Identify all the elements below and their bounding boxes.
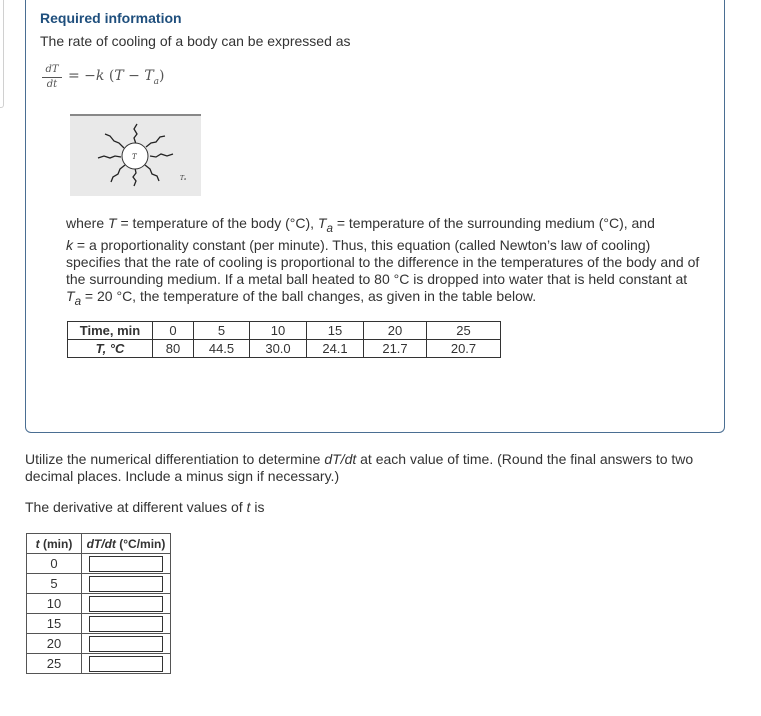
answer-row [27,654,171,674]
answer-header-row [27,534,171,554]
heat-ray-up [134,124,137,144]
temperature-data-table [67,321,501,358]
Ta-subscript: a [153,76,160,87]
answer-cell [82,654,171,674]
answer-row [27,554,171,574]
answer-time-cell: 25 [27,654,82,674]
derivative-column-header [82,534,171,554]
medium-temperature-label: Tₐ [180,175,187,182]
close-paren: ) [159,68,165,84]
desc-part: = temperature of the body (°C), [116,215,318,231]
dTdt-symbol: dT/dt [86,536,116,551]
desc-part: where [66,215,109,231]
answer-row [27,574,171,594]
left-panel-edge [0,0,4,108]
answer-cell [82,554,171,574]
header-part: (°C/min) [115,536,166,551]
fraction-bar [42,77,62,78]
answer-time-cell: 5 [27,574,82,594]
time-cell: 20 [364,322,427,340]
answer-time-cell: 15 [27,614,82,634]
equation-rhs [68,68,165,87]
derivative-input[interactable] [89,556,163,572]
section-title: Required information [40,10,182,26]
heat-ray-upright [146,136,165,147]
label-part: The derivative at different values of [25,499,247,515]
heat-ray-downleft [111,165,125,182]
answer-time-cell: 20 [27,634,82,654]
heat-ray-down [133,168,136,186]
heat-ray-right [150,154,173,157]
derivative-input[interactable] [89,656,163,672]
answer-row [27,614,171,634]
T-symbol: T [114,68,124,84]
temperature-row-header: T, °C [68,340,153,358]
label-part: is [250,499,265,515]
k-symbol: k [95,68,105,84]
derivative-input[interactable] [89,616,163,632]
temperature-cell: 21.7 [364,340,427,358]
derivative-input[interactable] [89,576,163,592]
cooling-ball-diagram [70,116,201,196]
minus-sign: − [123,68,145,84]
time-cell: 10 [250,322,307,340]
T-symbol: T [108,215,117,231]
desc-part: = temperature of the surrounding medium (°C), and [332,215,655,231]
time-row [68,322,501,340]
time-cell: 5 [194,322,250,340]
answer-row [27,634,171,654]
fraction-denominator: dt [46,79,58,90]
derivative-input[interactable] [89,636,163,652]
heat-ray-left [98,156,121,158]
temperature-cell: 44.5 [194,340,250,358]
cooling-ball-figure [70,114,201,196]
cooling-equation [42,64,242,94]
header-part: (min) [39,536,73,551]
open-paren: ( [108,68,115,84]
temperature-cell: 30.0 [250,340,307,358]
derivative-input[interactable] [89,596,163,612]
temperature-cell: 80 [153,340,194,358]
temperature-cell: 24.1 [307,340,364,358]
answer-cell [82,594,171,614]
equals-minus: = − [68,68,96,84]
intro-text: The rate of cooling of a body can be expressed as [40,33,351,49]
Ta-subscript: a [326,221,333,235]
derivative-fraction [42,64,62,91]
time-row-header: Time, min [68,322,153,340]
dTdt-symbol: dT/dt [324,451,357,467]
answer-row [27,594,171,614]
time-cell: 15 [307,322,364,340]
Ta-symbol: T [66,287,75,304]
t-symbol: t [35,536,40,551]
instruction-text [25,451,737,485]
ball-temperature-label: T [132,153,137,161]
time-cell: 25 [427,322,501,340]
heat-ray-upleft [105,134,124,148]
time-column-header [27,534,82,554]
instr-part: at each value of time. (Round the final answers to two decimal places. Include a minus sign if necessary.) [25,451,694,484]
temperature-cell: 20.7 [427,340,501,358]
answer-time-cell: 0 [27,554,82,574]
heat-ray-downright [145,165,159,181]
Ta-subscript: a [74,294,82,308]
desc-part: = 20 °C, the temperature of the ball changes, as given in the table below. [81,287,537,304]
answer-table [26,533,171,674]
derivative-label [25,499,264,516]
t-symbol: t [246,499,251,515]
temperature-row [68,340,501,358]
k-symbol: k [66,236,73,253]
answer-cell [82,614,171,634]
answer-cell [82,634,171,654]
answer-time-cell: 10 [27,594,82,614]
answer-cell [82,574,171,594]
time-cell: 0 [153,322,194,340]
instr-part: Utilize the numerical differentiation to determine [25,451,325,467]
fraction-numerator: dT [45,64,59,75]
description-text [66,215,706,310]
Ta-symbol: T [144,68,154,84]
Ta-symbol: T [317,215,327,231]
desc-part: = a proportionality constant (per minute). Thus, this equation (called Newton’s law of cooling) specifies that the rate of cooling is proportional to the difference in the temperatures of the body and of the surrounding medium. If a metal ball heated to 80 °C is dropped into water that is held constant at [66,236,700,287]
